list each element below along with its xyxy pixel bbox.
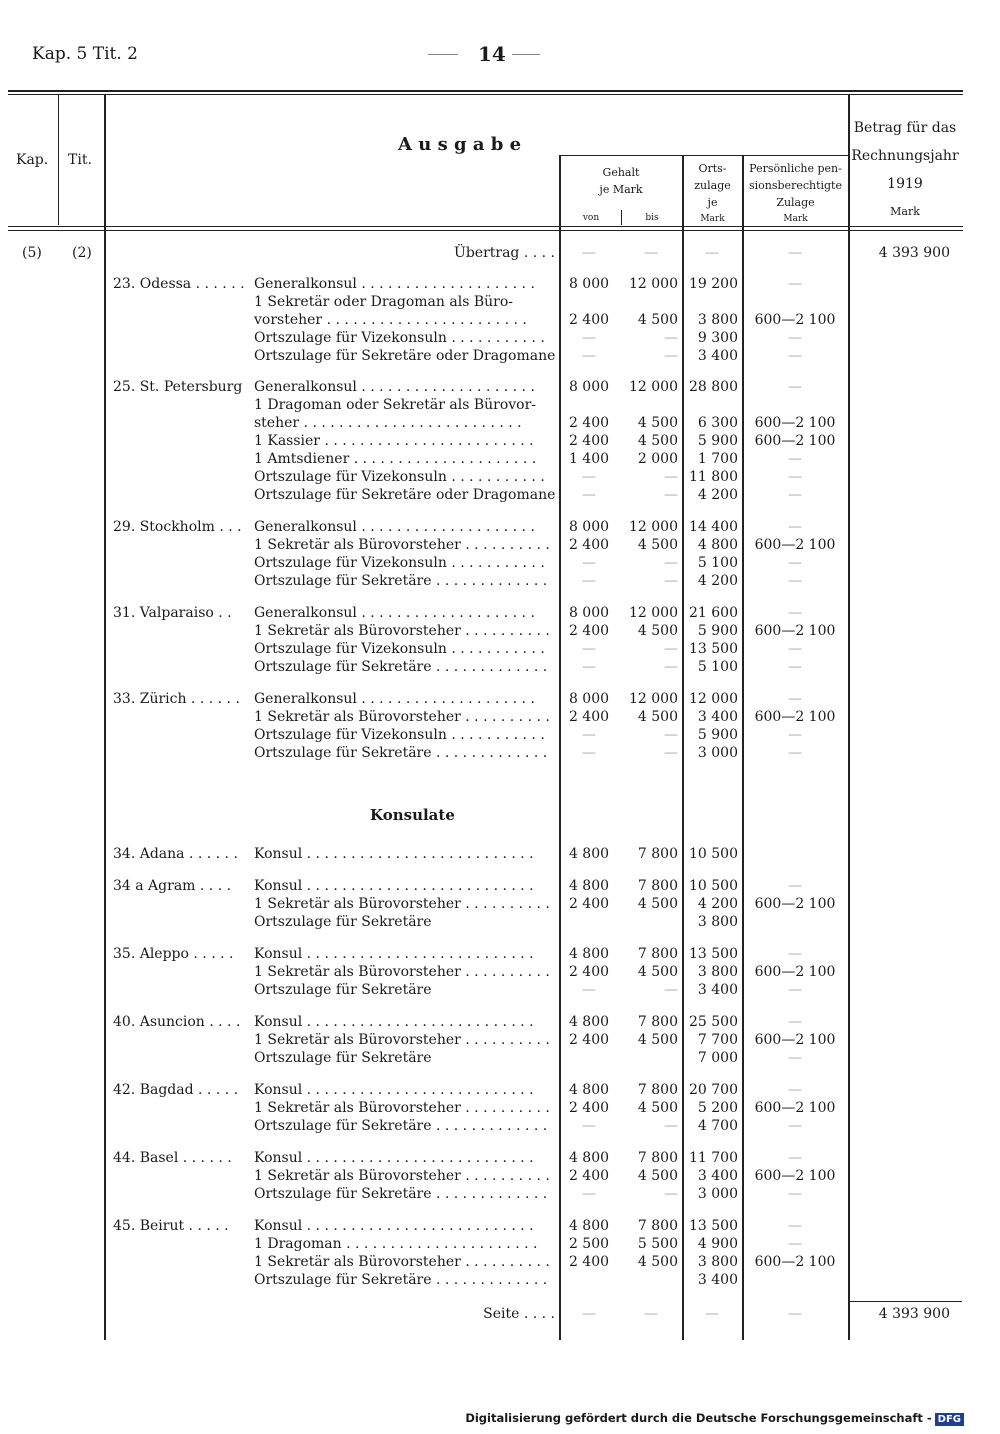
row-pers: 600—2 100 (754, 312, 836, 328)
row-description: 1 Sekretär als Bürovorsteher . . . . . . . . . . (254, 1100, 550, 1116)
row-von: — (582, 330, 596, 346)
row-bis: 4 500 (637, 537, 678, 553)
row-pers: — (788, 1186, 802, 1202)
header-betrag-line1: Betrag für das (853, 120, 957, 136)
row-orts: 4 200 (697, 487, 738, 503)
row-orts: 4 700 (697, 1118, 738, 1134)
row-bis: 7 800 (637, 1082, 678, 1098)
row-description: 1 Sekretär als Bürovorsteher . . . . . . . . . . (254, 1168, 550, 1184)
total-dash-bis: — (644, 1306, 658, 1322)
header-orts-line3: je (707, 196, 718, 209)
row-von: 2 400 (568, 896, 610, 912)
row-description: Konsul . . . . . . . . . . . . . . . . . . . . . . . . . . (254, 1014, 534, 1030)
row-von: 2 500 (568, 1236, 610, 1252)
running-header: Kap. 5 Tit. 2 (32, 44, 138, 64)
row-pers: — (788, 379, 802, 395)
row-orts: 5 900 (697, 433, 738, 449)
row-orts: 3 000 (697, 1186, 738, 1202)
row-description: Generalkonsul . . . . . . . . . . . . . . . . . . . . (254, 276, 535, 292)
row-von: — (582, 982, 596, 998)
row-von: — (582, 469, 596, 485)
row-von: — (582, 641, 596, 657)
row-pers: — (788, 1050, 802, 1066)
row-description: Ortszulage für Sekretäre oder Dragomane (254, 487, 556, 503)
total-rule (850, 1301, 962, 1302)
row-von: 4 800 (568, 846, 610, 862)
row-orts: 25 500 (689, 1014, 738, 1030)
row-description: Ortszulage für Vizekonsuln . . . . . . . . . . . (254, 727, 545, 743)
header-pers-line4: Mark (783, 214, 808, 224)
row-description: Konsul . . . . . . . . . . . . . . . . . . . . . . . . . . (254, 846, 534, 862)
header-gehalt (562, 164, 680, 198)
row-pers: 600—2 100 (754, 1100, 836, 1116)
row-pers: — (788, 946, 802, 962)
row-bis: 4 500 (637, 1254, 678, 1270)
row-description: Konsul . . . . . . . . . . . . . . . . . . . . . . . . . . (254, 946, 534, 962)
row-place: 34. Adana . . . . . . (113, 846, 238, 862)
row-place: 29. Stockholm . . . (113, 519, 242, 535)
row-pers: 600—2 100 (754, 1254, 836, 1270)
header-orts-line4: Mark (700, 214, 725, 224)
row-pers: — (788, 573, 802, 589)
header-persoenliche (744, 160, 847, 228)
row-orts: 10 500 (689, 846, 738, 862)
row-description: 1 Sekretär als Bürovorsteher . . . . . . . . . . (254, 623, 550, 639)
row-pers: — (788, 745, 802, 761)
table-header-bottom-rule-2 (8, 230, 963, 231)
row-von: — (582, 745, 596, 761)
row-von: 2 400 (568, 623, 610, 639)
row-place: 44. Basel . . . . . . (113, 1150, 232, 1166)
row-description: 1 Sekretär als Bürovorsteher . . . . . . . . . . (254, 1032, 550, 1048)
row-orts: 20 700 (689, 1082, 738, 1098)
row-bis: — (664, 1118, 678, 1134)
row-pers: — (788, 348, 802, 364)
row-pers: — (788, 641, 802, 657)
row-description: Konsul . . . . . . . . . . . . . . . . . . . . . . . . . . (254, 878, 534, 894)
row-place: 25. St. Petersburg (113, 379, 243, 395)
row-bis: 4 500 (637, 623, 678, 639)
row-orts: 5 100 (697, 555, 738, 571)
carry-label: Übertrag . . . . (454, 245, 555, 261)
page-number: 14 (478, 42, 506, 66)
row-description: Ortszulage für Sekretäre . . . . . . . . . . . . . (254, 1272, 548, 1288)
row-bis: — (664, 982, 678, 998)
row-pers: 600—2 100 (754, 1168, 836, 1184)
row-pers: — (788, 519, 802, 535)
row-pers: 600—2 100 (754, 1032, 836, 1048)
row-orts: 4 200 (697, 573, 738, 589)
row-bis: 4 500 (637, 415, 678, 431)
row-description: Generalkonsul . . . . . . . . . . . . . . . . . . . . (254, 519, 535, 535)
row-bis: — (664, 555, 678, 571)
row-bis: 12 000 (629, 276, 678, 292)
row-pers: — (788, 878, 802, 894)
row-orts: 3 000 (697, 745, 738, 761)
row-pers: — (788, 276, 802, 292)
row-von: 1 400 (568, 451, 610, 467)
row-von: 4 800 (568, 1082, 610, 1098)
row-von: — (582, 555, 596, 571)
carry-dash-pers: — (788, 245, 802, 261)
row-pers: — (788, 1150, 802, 1166)
row-bis: — (664, 659, 678, 675)
row-bis: 7 800 (637, 1218, 678, 1234)
row-description: Ortszulage für Sekretäre . . . . . . . . . . . . . (254, 573, 548, 589)
row-pers: — (788, 1218, 802, 1234)
row-bis: 12 000 (629, 519, 678, 535)
row-bis: — (664, 487, 678, 503)
row-von: 2 400 (568, 709, 610, 725)
row-von: 4 800 (568, 1014, 610, 1030)
carry-dash-von: — (582, 245, 596, 261)
row-pers: 600—2 100 (754, 433, 836, 449)
row-bis: 4 500 (637, 1032, 678, 1048)
row-von: 2 400 (568, 964, 610, 980)
row-orts: 21 600 (689, 605, 738, 621)
row-von: — (582, 1186, 596, 1202)
row-place: 35. Aleppo . . . . . (113, 946, 234, 962)
row-description: Ortszulage für Sekretäre (254, 1050, 432, 1066)
row-orts: 28 800 (689, 379, 738, 395)
carry-kap: (5) (22, 245, 42, 261)
carry-amount: 4 393 900 (878, 245, 950, 261)
row-pers: 600—2 100 (754, 896, 836, 912)
table-top-rule-2 (8, 94, 963, 95)
row-von: 8 000 (568, 379, 610, 395)
row-orts: 4 800 (697, 537, 738, 553)
row-von: 8 000 (568, 691, 610, 707)
carry-tit: (2) (72, 245, 92, 261)
row-description: Ortszulage für Sekretäre . . . . . . . . . . . . . (254, 1118, 548, 1134)
row-orts: 1 700 (697, 451, 738, 467)
row-orts: 3 400 (697, 1168, 738, 1184)
row-orts: 11 700 (689, 1150, 738, 1166)
row-bis: 4 500 (637, 1168, 678, 1184)
row-pers: — (788, 727, 802, 743)
row-bis: — (664, 573, 678, 589)
row-orts: 3 400 (697, 982, 738, 998)
table-top-rule (8, 90, 963, 92)
header-pers-line1: Persönliche pen- (749, 162, 842, 175)
row-orts: 14 400 (689, 519, 738, 535)
row-bis: — (664, 348, 678, 364)
row-orts: 3 400 (697, 1272, 738, 1288)
col-rule-tit (104, 95, 106, 1340)
row-von: 8 000 (568, 605, 610, 621)
row-pers: 600—2 100 (754, 623, 836, 639)
row-place: 33. Zürich . . . . . . (113, 691, 240, 707)
row-place: 31. Valparaiso . . (113, 605, 232, 621)
row-von: — (582, 659, 596, 675)
row-orts: 3 400 (697, 709, 738, 725)
row-description: 1 Dragoman oder Sekretär als Bürovor- (254, 397, 537, 413)
total-label: Seite . . . . (483, 1306, 555, 1322)
row-bis: 2 000 (637, 451, 678, 467)
dfg-logo: DFG (935, 1413, 964, 1426)
row-von: 4 800 (568, 1218, 610, 1234)
row-von: 8 000 (568, 519, 610, 535)
row-bis: 7 800 (637, 846, 678, 862)
row-orts: 5 200 (697, 1100, 738, 1116)
header-bis: bis (645, 213, 659, 223)
col-rule-gehalt (559, 155, 561, 1340)
row-pers: — (788, 691, 802, 707)
header-gehalt-line2: je Mark (599, 183, 643, 196)
row-von: — (582, 348, 596, 364)
row-bis: 12 000 (629, 691, 678, 707)
row-description: 1 Sekretär als Bürovorsteher . . . . . . . . . . (254, 537, 550, 553)
row-place: 45. Beirut . . . . . (113, 1218, 229, 1234)
row-orts: 5 900 (697, 623, 738, 639)
row-von: 2 400 (568, 1100, 610, 1116)
row-orts: 3 800 (697, 312, 738, 328)
row-bis: 4 500 (637, 896, 678, 912)
row-pers: — (788, 1082, 802, 1098)
row-orts: 3 800 (697, 964, 738, 980)
row-description: Konsul . . . . . . . . . . . . . . . . . . . . . . . . . . (254, 1150, 534, 1166)
row-bis: 12 000 (629, 379, 678, 395)
row-orts: 5 900 (697, 727, 738, 743)
row-pers: — (788, 330, 802, 346)
row-bis: — (664, 1186, 678, 1202)
row-pers: — (788, 555, 802, 571)
header-gehalt-line1: Gehalt (602, 166, 640, 179)
col-rule-kap (58, 95, 59, 225)
row-orts: 5 100 (697, 659, 738, 675)
row-description: Ortszulage für Sekretäre (254, 982, 432, 998)
header-betrag-year: 1919 (887, 176, 923, 192)
row-von: 4 800 (568, 878, 610, 894)
header-pers-line2: sionsberechtigte (749, 179, 842, 192)
row-von: — (582, 1118, 596, 1134)
row-bis: 12 000 (629, 605, 678, 621)
header-orts-line2: zulage (694, 179, 731, 192)
row-pers: 600—2 100 (754, 964, 836, 980)
row-orts: 4 900 (697, 1236, 738, 1252)
row-description: 1 Sekretär als Bürovorsteher . . . . . . . . . . (254, 964, 550, 980)
row-pers: — (788, 487, 802, 503)
header-orts-line1: Orts- (698, 162, 727, 175)
row-description: 1 Amtsdiener . . . . . . . . . . . . . . . . . . . . . (254, 451, 537, 467)
header-betrag-line2: Rechnungsjahr (851, 148, 959, 164)
row-place: 23. Odessa . . . . . . (113, 276, 245, 292)
row-bis: 7 800 (637, 946, 678, 962)
row-description: 1 Sekretär als Bürovorsteher . . . . . . . . . . (254, 709, 550, 725)
row-place: 34 a Agram . . . . (113, 878, 232, 894)
row-description: steher . . . . . . . . . . . . . . . . . . . . . . . . . (254, 415, 522, 431)
header-dash-left (428, 54, 458, 55)
row-pers: — (788, 451, 802, 467)
col-rule-gehalt-mid (621, 210, 622, 225)
row-orts: 7 000 (697, 1050, 738, 1066)
row-von: 8 000 (568, 276, 610, 292)
row-description: Ortszulage für Sekretäre . . . . . . . . . . . . . (254, 1186, 548, 1202)
row-description: Ortszulage für Vizekonsuln . . . . . . . . . . . (254, 469, 545, 485)
total-dash-pers: — (788, 1306, 802, 1322)
carry-dash-orts: — (705, 245, 719, 261)
row-description: Ortszulage für Sekretäre . . . . . . . . . . . . . (254, 745, 548, 761)
row-orts: 3 800 (697, 1254, 738, 1270)
section-title-konsulate: Konsulate (370, 806, 455, 824)
row-orts: 12 000 (689, 691, 738, 707)
row-orts: 6 300 (697, 415, 738, 431)
row-von: 2 400 (568, 1254, 610, 1270)
col-rule-betrag (848, 95, 850, 1340)
row-orts: 9 300 (697, 330, 738, 346)
header-von: von (582, 213, 600, 223)
row-bis: — (664, 745, 678, 761)
header-dash-right (512, 54, 540, 55)
row-bis: 4 500 (637, 1100, 678, 1116)
row-place: 40. Asuncion . . . . (113, 1014, 241, 1030)
row-description: Ortszulage für Sekretäre . . . . . . . . . . . . . (254, 659, 548, 675)
row-von: 2 400 (568, 1032, 610, 1048)
row-orts: 4 200 (697, 896, 738, 912)
row-description: vorsteher . . . . . . . . . . . . . . . . . . . . . . . (254, 312, 527, 328)
row-description: 1 Sekretär als Bürovorsteher . . . . . . . . . . (254, 1254, 550, 1270)
digitization-footer (465, 1411, 964, 1426)
row-bis: 4 500 (637, 312, 678, 328)
row-description: Ortszulage für Vizekonsuln . . . . . . . . . . . (254, 555, 545, 571)
row-description: Ortszulage für Sekretäre oder Dragomane (254, 348, 556, 364)
row-bis: 7 800 (637, 878, 678, 894)
row-description: 1 Sekretär oder Dragoman als Büro- (254, 294, 513, 310)
row-pers: — (788, 605, 802, 621)
row-pers: — (788, 1236, 802, 1252)
row-bis: — (664, 727, 678, 743)
row-bis: — (664, 330, 678, 346)
row-description: Konsul . . . . . . . . . . . . . . . . . . . . . . . . . . (254, 1218, 534, 1234)
row-von: 2 400 (568, 433, 610, 449)
header-kap: Kap. (16, 152, 49, 168)
total-dash-orts: — (705, 1306, 719, 1322)
row-description: Konsul . . . . . . . . . . . . . . . . . . . . . . . . . . (254, 1082, 534, 1098)
row-bis: 7 800 (637, 1150, 678, 1166)
row-von: 2 400 (568, 1168, 610, 1184)
row-orts: 3 800 (697, 914, 738, 930)
carry-dash-bis: — (644, 245, 658, 261)
row-pers: 600—2 100 (754, 709, 836, 725)
row-description: Ortszulage für Sekretäre (254, 914, 432, 930)
row-bis: 4 500 (637, 964, 678, 980)
row-orts: 19 200 (689, 276, 738, 292)
row-description: Generalkonsul . . . . . . . . . . . . . . . . . . . . (254, 605, 535, 621)
total-dash-von: — (582, 1306, 596, 1322)
header-betrag-mark: Mark (890, 205, 920, 218)
total-amount: 4 393 900 (878, 1306, 950, 1322)
header-pers-line3: Zulage (776, 196, 815, 209)
row-orts: 13 500 (689, 946, 738, 962)
row-pers: — (788, 1014, 802, 1030)
row-pers: — (788, 659, 802, 675)
row-bis: 4 500 (637, 433, 678, 449)
row-bis: — (664, 469, 678, 485)
header-ausgabe: A u s g a b e (398, 134, 522, 155)
row-pers: — (788, 1118, 802, 1134)
gehalt-top-rule (559, 155, 848, 156)
row-description: 1 Sekretär als Bürovorsteher . . . . . . . . . . (254, 896, 550, 912)
row-description: 1 Dragoman . . . . . . . . . . . . . . . . . . . . . . (254, 1236, 538, 1252)
row-von: 2 400 (568, 312, 610, 328)
row-orts: 3 400 (697, 348, 738, 364)
row-bis: — (664, 641, 678, 657)
row-von: 2 400 (568, 415, 610, 431)
row-von: 4 800 (568, 946, 610, 962)
row-place: 42. Bagdad . . . . . (113, 1082, 239, 1098)
row-description: Generalkonsul . . . . . . . . . . . . . . . . . . . . (254, 379, 535, 395)
row-pers: 600—2 100 (754, 537, 836, 553)
header-betrag (850, 114, 960, 226)
row-orts: 7 700 (697, 1032, 738, 1048)
row-orts: 11 800 (689, 469, 738, 485)
row-description: Ortszulage für Vizekonsuln . . . . . . . . . . . (254, 641, 545, 657)
row-von: — (582, 487, 596, 503)
row-orts: 13 500 (689, 1218, 738, 1234)
header-tit: Tit. (68, 152, 92, 168)
row-orts: 13 500 (689, 641, 738, 657)
row-orts: 10 500 (689, 878, 738, 894)
row-bis: 7 800 (637, 1014, 678, 1030)
row-description: Ortszulage für Vizekonsuln . . . . . . . . . . . (254, 330, 545, 346)
row-von: 4 800 (568, 1150, 610, 1166)
row-pers: — (788, 982, 802, 998)
row-description: 1 Kassier . . . . . . . . . . . . . . . . . . . . . . . . (254, 433, 534, 449)
row-von: 2 400 (568, 537, 610, 553)
row-bis: 5 500 (637, 1236, 678, 1252)
row-pers: — (788, 469, 802, 485)
row-von: — (582, 727, 596, 743)
row-bis: 4 500 (637, 709, 678, 725)
footer-text: Digitalisierung gefördert durch die Deutsche Forschungsgemeinschaft - (465, 1411, 932, 1425)
header-ortszulage (684, 160, 741, 228)
row-pers: 600—2 100 (754, 415, 836, 431)
row-description: Generalkonsul . . . . . . . . . . . . . . . . . . . . (254, 691, 535, 707)
row-von: — (582, 573, 596, 589)
